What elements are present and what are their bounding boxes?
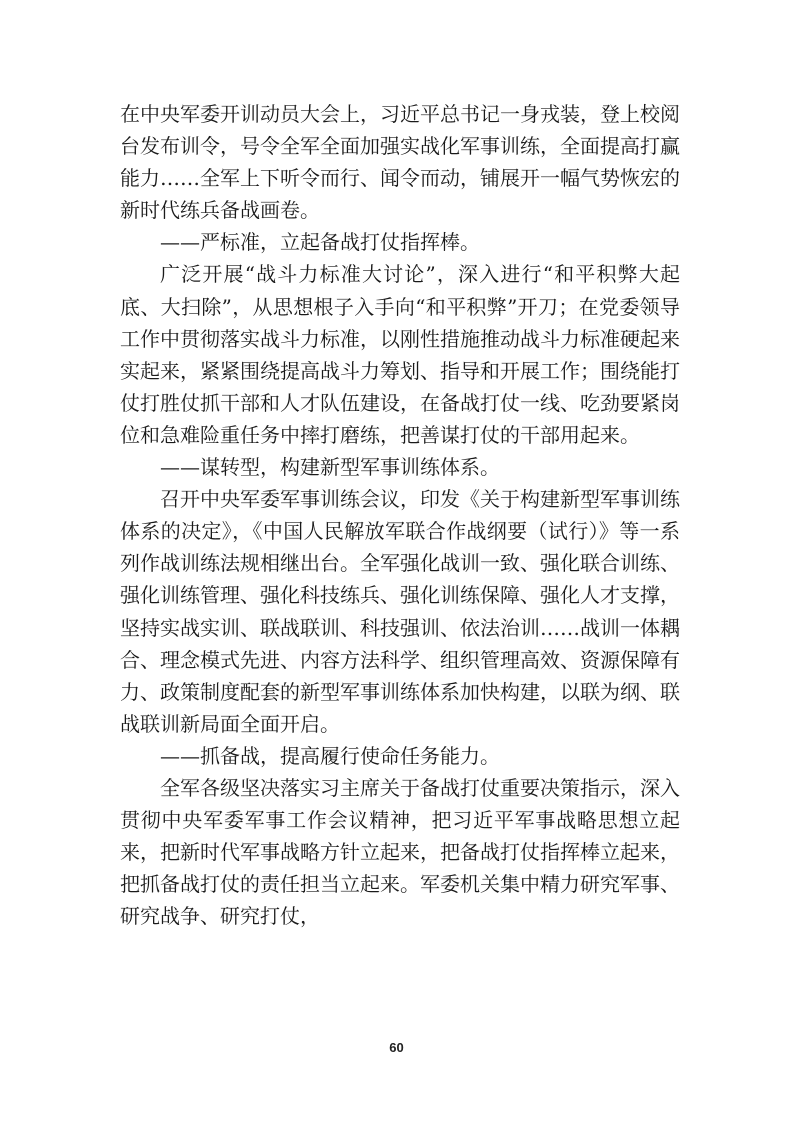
paragraph-transformation: 召开中央军委军事训练会议，印发《关于构建新型军事训练体系的决定》，《中国人民解放军联合作战纲要（试行）》等一系列作战训练法规相继出台。全军强化战训一致、强化联合训练、强化训练管理、强化科技练兵、强化训练保障、强化人才支撑，坚持实战实训、联战联训、科技强训、依法治训……战训一体耦合、理念模式先进、内容方法科学、组织管理高效、资源保障有力、政策制度配套的新型军事训练体系加快构建，以联为纲、联战联训新局面全面开启。 bbox=[120, 487, 680, 736]
page-body bbox=[120, 98, 680, 932]
paragraph-opening: 在中央军委开训动员大会上，习近平总书记一身戎装，登上校阅台发布训令，号令全军全面加强实战化军事训练，全面提高打赢能力……全军上下听令而行、闻令而动，铺展开一幅气势恢宏的新时代练兵备战画卷。 bbox=[120, 102, 680, 223]
page-number: 60 bbox=[389, 1040, 404, 1055]
section-heading-preparedness: ——抓备战，提高履行使命任务能力。 bbox=[160, 743, 500, 768]
section-heading-transformation: ——谋转型，构建新型军事训练体系。 bbox=[160, 455, 500, 480]
section-heading-standards: ——严标准，立起备战打仗指挥棒。 bbox=[160, 230, 480, 255]
paragraph-standards: 广泛开展“战斗力标准大讨论”，深入进行“和平积弊大起底、大扫除”，从思想根子入手向“和平积弊”开刀；在党委领导工作中贯彻落实战斗力标准，以刚性措施推动战斗力标准硬起来实起来，紧紧围绕提高战斗力筹划、指导和开展工作；围绕能打仗打胜仗抓干部和人才队伍建设，在备战打仗一线、吃劲要紧岗位和急难险重任务中摔打磨练，把善谋打仗的干部用起来。 bbox=[120, 262, 680, 447]
paragraph-preparedness: 全军各级坚决落实习主席关于备战打仗重要决策指示，深入贯彻中央军委军事工作会议精神，把习近平军事战略思想立起来，把新时代军事战略方针立起来，把备战打仗指挥棒立起来，把抓备战打仗的责任担当立起来。军委机关集中精力研究军事、研究战争、研究打仗， bbox=[120, 775, 680, 929]
